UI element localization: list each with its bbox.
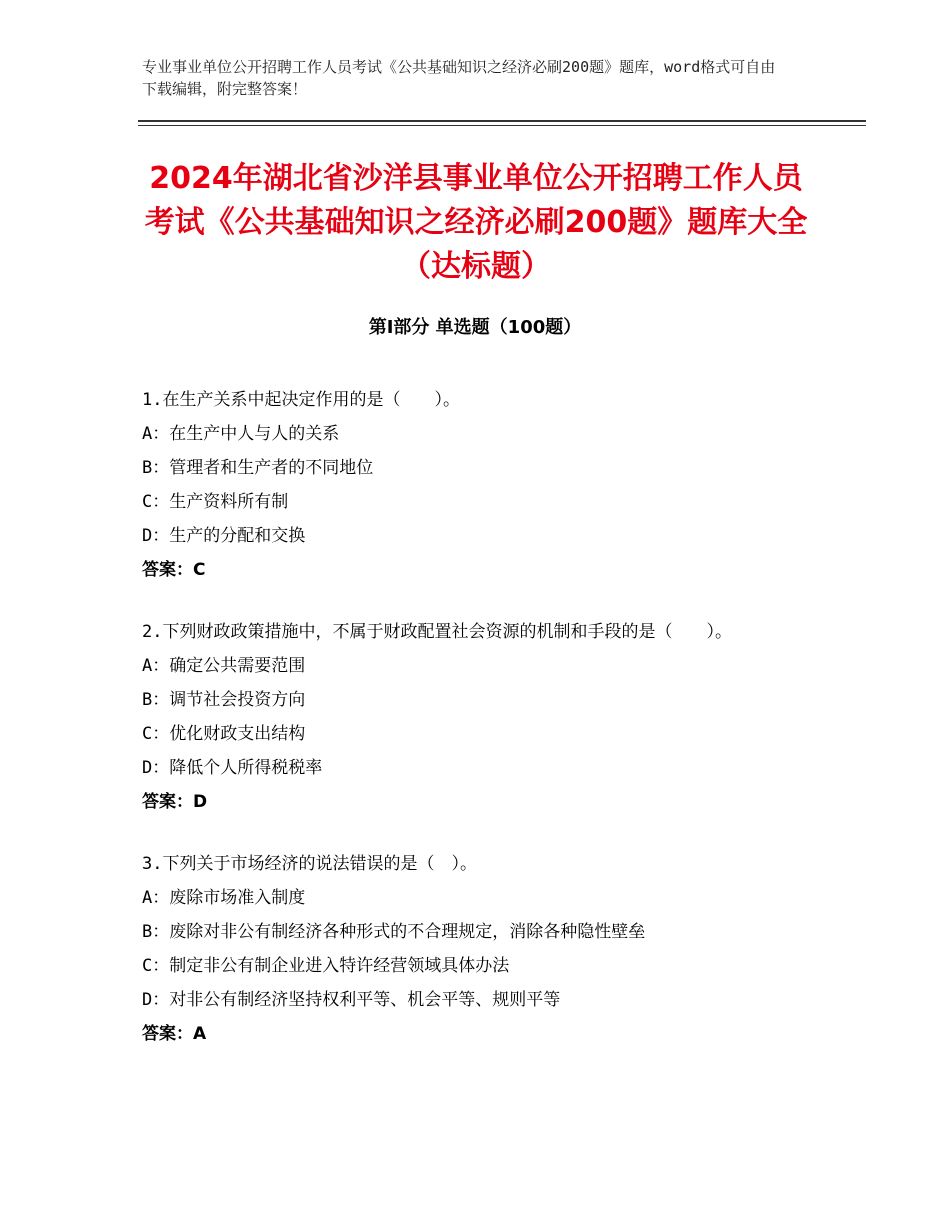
section-title: 第Ⅰ部分 单选题（100题）: [368, 317, 582, 338]
option-b: B：管理者和生产者的不同地位: [142, 458, 374, 478]
header-note: 专业事业单位公开招聘工作人员考试《公共基础知识之经济必刷200题》题库，word格式可自由下载编辑，附完整答案！: [142, 58, 776, 98]
option-c: C：优化财政支出结构: [142, 724, 306, 744]
question-list: [142, 383, 832, 1079]
header-divider-bottom: [138, 125, 866, 126]
document-title: 2024年湖北省沙洋县事业单位公开招聘工作人员考试《公共基础知识之经济必刷200题》题库大全（达标题）: [144, 161, 808, 284]
option-c: C：生产资料所有制: [142, 492, 289, 512]
answer: 答案：D: [142, 792, 208, 812]
option-d: D：降低个人所得税税率: [142, 758, 323, 778]
question-stem: 1.在生产关系中起决定作用的是（ ）。: [142, 390, 460, 410]
option-b: B：废除对非公有制经济各种形式的不合理规定，消除各种隐性壁垒: [142, 922, 646, 942]
option-a: A：废除市场准入制度: [142, 888, 306, 908]
option-b: B：调节社会投资方向: [142, 690, 306, 710]
option-c: C：制定非公有制企业进入特许经营领域具体办法: [142, 956, 510, 976]
question-3: [142, 847, 832, 1051]
answer: 答案：A: [142, 1024, 207, 1044]
header-divider-top: [138, 120, 866, 122]
option-d: D：对非公有制经济坚持权利平等、机会平等、规则平等: [142, 990, 561, 1010]
answer: 答案：C: [142, 560, 206, 580]
option-d: D：生产的分配和交换: [142, 526, 306, 546]
question-1: [142, 383, 832, 587]
option-a: A：确定公共需要范围: [142, 656, 306, 676]
question-stem: 2.下列财政政策措施中，不属于财政配置社会资源的机制和手段的是（ ）。: [142, 622, 732, 642]
question-2: [142, 615, 832, 819]
option-a: A：在生产中人与人的关系: [142, 424, 340, 444]
question-stem: 3.下列关于市场经济的说法错误的是（ ）。: [142, 854, 477, 874]
